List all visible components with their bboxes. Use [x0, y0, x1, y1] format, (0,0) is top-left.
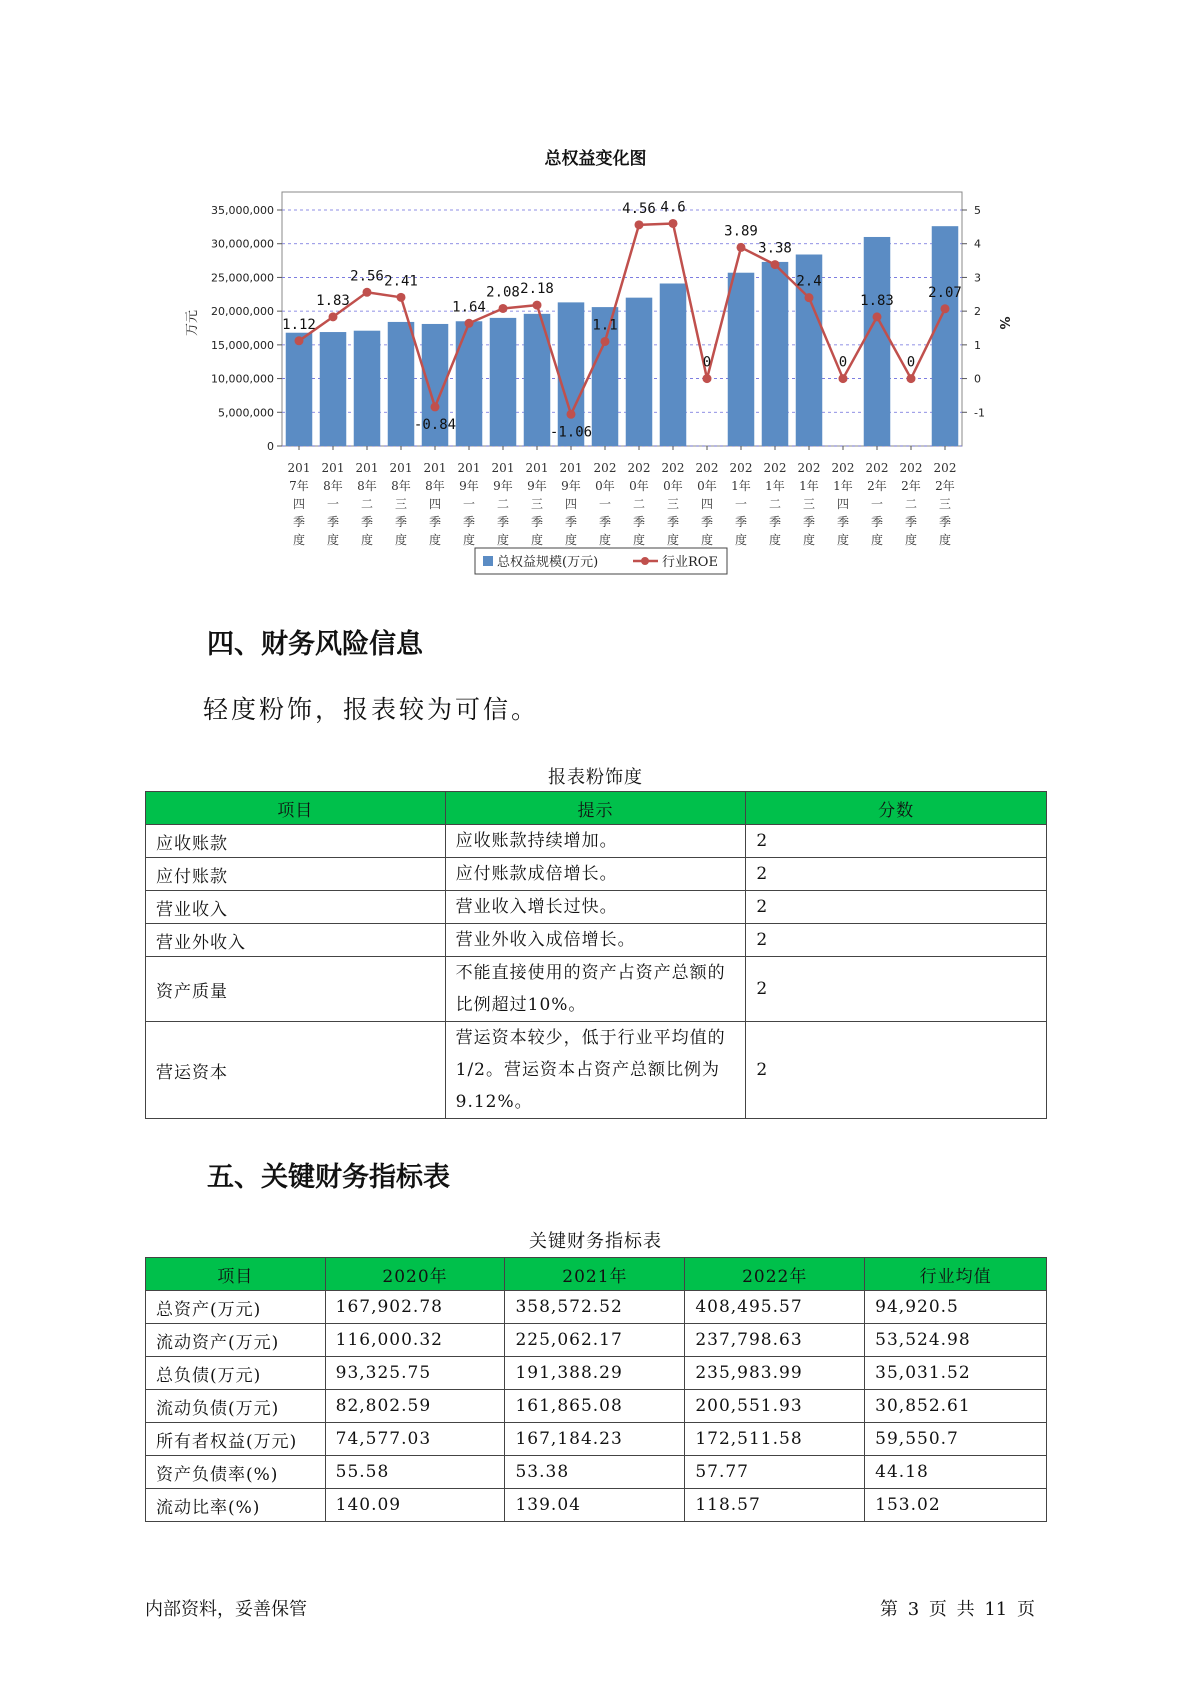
- table-cell: 93,325.75: [325, 1357, 505, 1390]
- y-axis-label-right: %: [996, 316, 1011, 330]
- table-cell: 营业收入增长过快。: [445, 891, 746, 924]
- x-tick-label: 四: [292, 497, 306, 511]
- x-tick-label: 二: [360, 497, 374, 511]
- equity-bar: [728, 273, 755, 446]
- table-cell: 53.38: [505, 1456, 685, 1489]
- x-tick-label: 季: [496, 515, 510, 529]
- footer-confidential-note: 内部资料，妥善保管: [145, 1599, 307, 1620]
- table-cell: 2: [746, 891, 1047, 924]
- table-cell: 营业收入: [146, 891, 446, 924]
- x-tick-label: 季: [598, 515, 612, 529]
- y-tick-label-left: 30,000,000: [211, 237, 274, 251]
- header-cell: 项目: [146, 792, 446, 825]
- table-cell: 2: [746, 924, 1047, 957]
- x-tick-label: 0年: [595, 479, 615, 493]
- y-tick-label-right: -1: [974, 406, 985, 420]
- roe-data-label: 1.83: [860, 292, 894, 309]
- x-tick-label: 季: [428, 515, 442, 529]
- table-cell: 59,550.7: [865, 1423, 1047, 1456]
- x-tick-label: 201: [559, 461, 583, 475]
- x-tick-label: 度: [598, 533, 612, 547]
- roe-data-label: 3.89: [724, 223, 758, 240]
- table-cell: 不能直接使用的资产占资产总额的比例超过10%。: [445, 957, 746, 1022]
- table-cell: 应收账款: [146, 825, 446, 858]
- x-tick-label: 度: [394, 533, 408, 547]
- kpi-table-row: [146, 1357, 1047, 1390]
- x-tick-label: 0年: [663, 479, 683, 493]
- roe-data-label: 2.18: [520, 281, 554, 298]
- x-tick-label: 度: [700, 533, 714, 547]
- risk-table-row: [146, 957, 1047, 1022]
- risk-table-row: [146, 891, 1047, 924]
- y-tick-label-left: 25,000,000: [211, 271, 274, 285]
- x-tick-label: 202: [627, 461, 651, 475]
- table-cell: 408,495.57: [685, 1291, 865, 1324]
- roe-point: [873, 312, 882, 321]
- y-tick-label-right: 5: [974, 204, 981, 217]
- table-cell: 流动比率(%): [146, 1489, 326, 1522]
- legend-swatch-bar: [483, 556, 493, 566]
- x-tick-label: 201: [355, 461, 379, 475]
- table-cell: 94,920.5: [865, 1291, 1047, 1324]
- roe-data-label: 1.83: [316, 292, 350, 309]
- roe-point: [499, 304, 508, 313]
- roe-data-label: 2.56: [350, 268, 384, 285]
- roe-data-label: 2.08: [486, 284, 520, 301]
- x-tick-label: 201: [525, 461, 549, 475]
- table-cell: 172,511.58: [685, 1423, 865, 1456]
- kpi-table-header-row: [146, 1258, 1047, 1291]
- table-cell: 35,031.52: [865, 1357, 1047, 1390]
- roe-data-label: 2.4: [796, 273, 822, 290]
- x-tick-label: 三: [666, 497, 680, 511]
- header-cell: 行业均值: [865, 1258, 1047, 1291]
- x-tick-label: 2年: [935, 479, 955, 493]
- table-cell: 200,551.93: [685, 1390, 865, 1423]
- roe-point: [601, 337, 610, 346]
- x-tick-label: 四: [836, 497, 850, 511]
- risk-table-caption: 报表粉饰度: [548, 767, 643, 788]
- x-tick-label: 202: [797, 461, 821, 475]
- x-tick-label: 季: [938, 515, 952, 529]
- x-tick-label: 201: [287, 461, 311, 475]
- x-tick-label: 度: [938, 533, 952, 547]
- x-tick-label: 三: [530, 497, 544, 511]
- table-cell: 资产质量: [146, 957, 446, 1022]
- x-tick-label: 一: [598, 497, 612, 511]
- chart-title: 总权益变化图: [544, 149, 647, 169]
- x-tick-label: 季: [836, 515, 850, 529]
- table-cell: 57.77: [685, 1456, 865, 1489]
- roe-data-label: 3.38: [758, 240, 792, 257]
- header-cell: 提示: [445, 792, 746, 825]
- x-tick-label: 季: [462, 515, 476, 529]
- x-tick-label: 度: [768, 533, 782, 547]
- table-cell: 2: [746, 1022, 1047, 1119]
- kpi-table-row: [146, 1489, 1047, 1522]
- table-cell: 2: [746, 858, 1047, 891]
- y-tick-label-right: 2: [974, 305, 981, 319]
- roe-data-label: 2.41: [384, 273, 418, 290]
- kpi-table-row: [146, 1324, 1047, 1357]
- x-tick-label: 202: [865, 461, 889, 475]
- x-tick-label: 8年: [357, 479, 377, 493]
- y-tick-label-left: 20,000,000: [211, 305, 274, 319]
- y-tick-label-right: 4: [974, 237, 981, 251]
- x-tick-label: 201: [491, 461, 515, 475]
- x-tick-label: 8年: [323, 479, 343, 493]
- roe-point: [635, 220, 644, 229]
- x-tick-label: 202: [831, 461, 855, 475]
- x-tick-label: 1年: [765, 479, 785, 493]
- y-tick-label-left: 15,000,000: [211, 338, 274, 352]
- table-cell: 44.18: [865, 1456, 1047, 1489]
- x-tick-label: 三: [394, 497, 408, 511]
- x-tick-label: 度: [734, 533, 748, 547]
- x-tick-label: 四: [564, 497, 578, 511]
- roe-point: [737, 243, 746, 252]
- risk-table-row: [146, 924, 1047, 957]
- table-cell: 资产负债率(%): [146, 1456, 326, 1489]
- x-tick-label: 9年: [493, 479, 513, 493]
- section-4-summary: 轻度粉饰，报表较为可信。: [203, 695, 540, 724]
- risk-table-row: [146, 825, 1047, 858]
- roe-point: [363, 288, 372, 297]
- x-tick-label: 季: [394, 515, 408, 529]
- x-tick-label: 1年: [833, 479, 853, 493]
- x-tick-label: 202: [661, 461, 685, 475]
- table-cell: 流动资产(万元): [146, 1324, 326, 1357]
- table-cell: 营运资本: [146, 1022, 446, 1119]
- roe-point: [567, 410, 576, 419]
- header-cell: 项目: [146, 1258, 326, 1291]
- roe-data-label: 1.1: [592, 317, 618, 334]
- roe-point: [431, 402, 440, 411]
- x-tick-label: 季: [292, 515, 306, 529]
- x-tick-label: 8年: [425, 479, 445, 493]
- x-tick-label: 度: [496, 533, 510, 547]
- kpi-table-row: [146, 1291, 1047, 1324]
- kpi-table-row: [146, 1390, 1047, 1423]
- table-cell: 74,577.03: [325, 1423, 505, 1456]
- x-tick-label: 1年: [799, 479, 819, 493]
- x-tick-label: 度: [632, 533, 646, 547]
- x-tick-label: 一: [462, 497, 476, 511]
- x-tick-label: 季: [802, 515, 816, 529]
- roe-point: [907, 374, 916, 383]
- roe-data-label: 0: [702, 354, 712, 371]
- table-cell: 237,798.63: [685, 1324, 865, 1357]
- x-tick-label: 202: [933, 461, 957, 475]
- table-cell: 所有者权益(万元): [146, 1423, 326, 1456]
- y-tick-label-left: 0: [267, 440, 274, 453]
- x-tick-label: 三: [802, 497, 816, 511]
- table-cell: 140.09: [325, 1489, 505, 1522]
- table-cell: 161,865.08: [505, 1390, 685, 1423]
- equity-bar: [456, 321, 483, 446]
- x-tick-label: 201: [389, 461, 413, 475]
- roe-point: [295, 336, 304, 345]
- x-tick-label: 季: [768, 515, 782, 529]
- x-tick-label: 季: [734, 515, 748, 529]
- table-cell: 167,902.78: [325, 1291, 505, 1324]
- x-tick-label: 2年: [867, 479, 887, 493]
- y-tick-label-right: 1: [974, 338, 981, 352]
- header-cell: 2022年: [685, 1258, 865, 1291]
- table-cell: 30,852.61: [865, 1390, 1047, 1423]
- header-cell: 2021年: [505, 1258, 685, 1291]
- x-tick-label: 度: [666, 533, 680, 547]
- table-cell: 应付账款: [146, 858, 446, 891]
- equity-bar: [490, 318, 517, 446]
- table-cell: 营业外收入成倍增长。: [445, 924, 746, 957]
- equity-bar: [932, 226, 959, 446]
- equity-bar: [354, 331, 381, 446]
- x-tick-label: 季: [632, 515, 646, 529]
- x-tick-label: 202: [899, 461, 923, 475]
- x-tick-label: 一: [326, 497, 340, 511]
- roe-point: [941, 304, 950, 313]
- x-tick-label: 201: [423, 461, 447, 475]
- table-cell: 2: [746, 957, 1047, 1022]
- header-cell: 2020年: [325, 1258, 505, 1291]
- roe-data-label: -0.84: [413, 416, 457, 433]
- x-tick-label: 季: [326, 515, 340, 529]
- kpi-table-row: [146, 1423, 1047, 1456]
- roe-point: [465, 319, 474, 328]
- table-cell: 营运资本较少，低于行业平均值的1/2。营运资本占资产总额比例为9.12%。: [445, 1022, 746, 1119]
- kpi-table: [145, 1257, 1047, 1522]
- equity-bar: [864, 237, 891, 446]
- risk-table-header-row: [146, 792, 1047, 825]
- equity-bar: [762, 262, 789, 446]
- x-tick-label: 9年: [561, 479, 581, 493]
- table-cell: 营业外收入: [146, 924, 446, 957]
- x-tick-label: 度: [462, 533, 476, 547]
- roe-point: [771, 260, 780, 269]
- x-tick-label: 季: [700, 515, 714, 529]
- table-cell: 153.02: [865, 1489, 1047, 1522]
- table-cell: 225,062.17: [505, 1324, 685, 1357]
- x-tick-label: 0年: [697, 479, 717, 493]
- roe-data-label: 1.64: [452, 299, 486, 316]
- x-tick-label: 1年: [731, 479, 751, 493]
- x-tick-label: 季: [870, 515, 884, 529]
- x-tick-label: 季: [564, 515, 578, 529]
- x-tick-label: 二: [904, 497, 918, 511]
- x-tick-label: 202: [729, 461, 753, 475]
- x-tick-label: 度: [564, 533, 578, 547]
- roe-data-label: 4.56: [622, 200, 656, 217]
- equity-bar: [320, 332, 347, 446]
- x-tick-label: 9年: [527, 479, 547, 493]
- x-tick-label: 202: [763, 461, 787, 475]
- equity-bar: [660, 283, 687, 446]
- table-cell: 167,184.23: [505, 1423, 685, 1456]
- legend-label-line: 行业ROE: [662, 555, 718, 570]
- x-tick-label: 0年: [629, 479, 649, 493]
- roe-data-label: 4.6: [660, 199, 686, 216]
- roe-data-label: 2.07: [928, 284, 962, 301]
- legend-swatch-dot: [641, 557, 649, 565]
- x-tick-label: 季: [904, 515, 918, 529]
- table-cell: 191,388.29: [505, 1357, 685, 1390]
- y-tick-label-left: 5,000,000: [218, 406, 274, 420]
- table-cell: 118.57: [685, 1489, 865, 1522]
- risk-table-row: [146, 858, 1047, 891]
- table-cell: 139.04: [505, 1489, 685, 1522]
- y-tick-label-right: 3: [974, 271, 981, 285]
- x-tick-label: 度: [530, 533, 544, 547]
- roe-point: [839, 374, 848, 383]
- x-tick-label: 度: [326, 533, 340, 547]
- section-4-heading: 四、财务风险信息: [207, 629, 423, 660]
- x-tick-label: 四: [700, 497, 714, 511]
- kpi-table-row: [146, 1456, 1047, 1489]
- roe-point: [669, 219, 678, 228]
- y-tick-label-right: 0: [974, 372, 981, 386]
- y-tick-label-left: 10,000,000: [211, 372, 274, 386]
- y-axis-label-left: 万元: [185, 309, 200, 337]
- x-tick-label: 201: [321, 461, 345, 475]
- table-cell: 235,983.99: [685, 1357, 865, 1390]
- y-tick-label-left: 35,000,000: [211, 204, 274, 217]
- equity-chart: [0, 170, 1191, 590]
- risk-table-row: [146, 1022, 1047, 1119]
- x-tick-label: 二: [768, 497, 782, 511]
- x-tick-label: 季: [360, 515, 374, 529]
- section-5-heading: 五、关键财务指标表: [207, 1162, 450, 1193]
- x-tick-label: 一: [870, 497, 884, 511]
- risk-table: [145, 791, 1047, 1119]
- table-cell: 总负债(万元): [146, 1357, 326, 1390]
- roe-point: [397, 293, 406, 302]
- plot-area: [282, 192, 962, 446]
- roe-point: [533, 301, 542, 310]
- table-cell: 53,524.98: [865, 1324, 1047, 1357]
- kpi-table-caption: 关键财务指标表: [529, 1231, 662, 1252]
- x-tick-label: 201: [457, 461, 481, 475]
- table-cell: 应付账款成倍增长。: [445, 858, 746, 891]
- x-tick-label: 度: [428, 533, 442, 547]
- roe-data-label: -1.06: [549, 424, 593, 441]
- x-tick-label: 度: [292, 533, 306, 547]
- equity-bar: [626, 298, 653, 446]
- x-tick-label: 一: [734, 497, 748, 511]
- table-cell: 55.58: [325, 1456, 505, 1489]
- x-tick-label: 度: [870, 533, 884, 547]
- legend-label-bar: 总权益规模(万元): [497, 555, 599, 570]
- x-tick-label: 8年: [391, 479, 411, 493]
- footer-page-number: 第 3 页 共 11 页: [880, 1599, 1035, 1620]
- x-tick-label: 度: [836, 533, 850, 547]
- table-cell: 总资产(万元): [146, 1291, 326, 1324]
- x-tick-label: 二: [632, 497, 646, 511]
- x-tick-label: 季: [666, 515, 680, 529]
- equity-bar: [286, 333, 313, 446]
- table-cell: 358,572.52: [505, 1291, 685, 1324]
- roe-point: [703, 374, 712, 383]
- x-tick-label: 202: [695, 461, 719, 475]
- x-tick-label: 9年: [459, 479, 479, 493]
- x-tick-label: 二: [496, 497, 510, 511]
- table-cell: 2: [746, 825, 1047, 858]
- table-cell: 82,802.59: [325, 1390, 505, 1423]
- x-tick-label: 度: [802, 533, 816, 547]
- x-tick-label: 202: [593, 461, 617, 475]
- x-tick-label: 四: [428, 497, 442, 511]
- header-cell: 分数: [746, 792, 1047, 825]
- table-cell: 流动负债(万元): [146, 1390, 326, 1423]
- roe-point: [329, 312, 338, 321]
- x-tick-label: 2年: [901, 479, 921, 493]
- roe-data-label: 0: [838, 354, 848, 371]
- table-cell: 116,000.32: [325, 1324, 505, 1357]
- x-tick-label: 7年: [289, 479, 309, 493]
- roe-data-label: 1.12: [282, 316, 316, 333]
- roe-point: [805, 293, 814, 302]
- equity-bar: [388, 322, 415, 446]
- x-tick-label: 度: [904, 533, 918, 547]
- table-cell: 应收账款持续增加。: [445, 825, 746, 858]
- x-tick-label: 季: [530, 515, 544, 529]
- x-tick-label: 度: [360, 533, 374, 547]
- x-tick-label: 三: [938, 497, 952, 511]
- roe-data-label: 0: [906, 354, 916, 371]
